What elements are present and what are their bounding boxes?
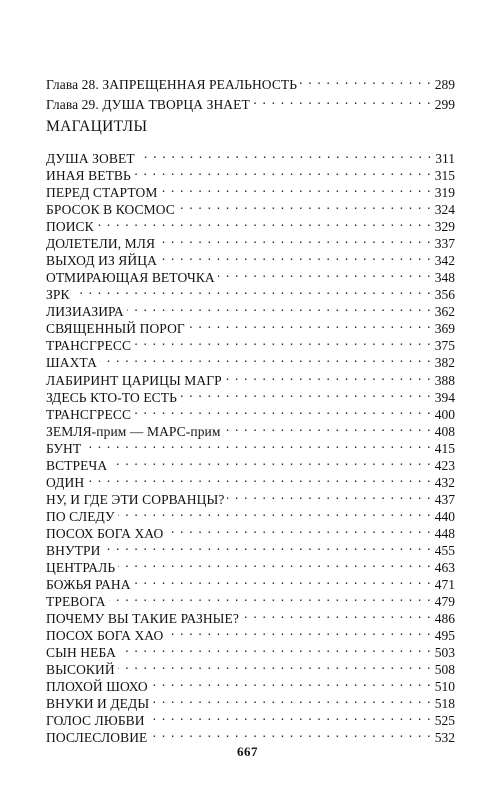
toc-entry-page: 471 — [434, 577, 455, 592]
toc-entry-page: 423 — [434, 457, 455, 473]
toc-entry — [46, 673, 455, 695]
toc-entry-page: 495 — [434, 628, 455, 644]
toc-entry — [46, 452, 455, 473]
toc-entry-title: ЗДЕСЬ КТО-ТО ЕСТЬ — [46, 389, 177, 405]
toc-entry-title: ДУША ЗОВЕТ — [46, 151, 135, 166]
toc-entry-page: 324 — [434, 202, 455, 218]
toc-entry-page: 375 — [434, 338, 455, 354]
toc-entry-page: 388 — [434, 372, 455, 388]
toc-entry — [46, 554, 455, 575]
toc-entry-page: 532 — [434, 730, 455, 746]
toc-entry — [46, 315, 455, 337]
toc-entry-title: ВЫСОКИЙ — [46, 662, 115, 678]
toc-leader-dots — [158, 230, 432, 248]
toc-entry — [46, 213, 455, 235]
toc-entry-page: 362 — [434, 304, 455, 320]
toc-entry — [46, 588, 455, 610]
toc-leader-dots — [253, 91, 432, 109]
toc-entry — [46, 91, 455, 112]
toc-entry — [46, 401, 455, 422]
toc-entry-page: 311 — [435, 151, 455, 166]
toc-entry-title: ВНУКИ И ДЕДЫ — [46, 696, 150, 712]
toc-leader-dots — [97, 213, 432, 231]
toc-entry-title: Глава 29. ДУША ТВОРЦА ЗНАЕТ — [46, 96, 250, 112]
toc-entry-title: ЗРК — [46, 287, 70, 303]
toc-entry — [46, 145, 455, 166]
toc-entry — [46, 384, 455, 405]
toc-leader-dots — [118, 554, 432, 572]
toc-entry-title: ПО СЛЕДУ — [46, 508, 115, 524]
toc-entry-page: 342 — [434, 253, 455, 269]
toc-entry — [46, 247, 455, 269]
toc-entry — [46, 349, 455, 371]
toc-entry-title: СЫН НЕБА — [46, 645, 117, 661]
toc-entry — [46, 264, 455, 286]
toc-entry-title: ОТМИРАЮЩАЯ ВЕТОЧКА — [46, 270, 215, 286]
toc-entry-page: 440 — [434, 508, 455, 524]
toc-entry-title: ПОЧЕМУ ВЫ ТАКИЕ РАЗНЫЕ? — [46, 611, 239, 627]
toc-entry — [46, 639, 455, 661]
toc-entry — [46, 418, 455, 439]
toc-entry-page: 510 — [434, 679, 455, 695]
toc-leader-dots — [118, 656, 432, 674]
toc-entry — [46, 332, 455, 354]
toc-entry-title: БОЖЬЯ РАНА — [46, 577, 131, 592]
toc-entry-title: ПОСОХ БОГА ХАО — [46, 628, 164, 644]
toc-leader-dots — [134, 162, 432, 180]
toc-entry-page: 319 — [434, 185, 455, 201]
toc-entry — [46, 605, 455, 627]
toc-entry — [46, 656, 455, 678]
toc-leader-dots — [118, 503, 432, 521]
toc-entry — [46, 367, 455, 388]
toc-leader-dots — [160, 247, 432, 265]
toc-leader-dots — [127, 298, 432, 316]
toc-entry — [46, 71, 455, 92]
toc-entry-title: БУНТ — [46, 440, 82, 456]
toc-entry — [46, 537, 455, 558]
toc-entry-page: 432 — [434, 474, 455, 490]
toc-entry-page: 448 — [434, 525, 455, 541]
toc-entry-title: ШАХТА — [46, 355, 97, 371]
toc-entry — [46, 179, 455, 201]
toc-leader-dots — [134, 571, 432, 589]
toc-entry-title: ТРАНСГРЕСС — [46, 406, 132, 422]
toc-entry-page: 369 — [434, 321, 455, 337]
toc-entry-title: ВНУТРИ — [46, 542, 101, 558]
toc-entry — [46, 520, 455, 541]
toc-entry — [46, 486, 455, 507]
toc-entry-page: 329 — [434, 219, 455, 235]
toc-entry-title: ЦЕНТРАЛЬ — [46, 559, 116, 575]
toc-entry-page: 348 — [434, 270, 455, 286]
toc-leader-dots — [73, 281, 432, 299]
toc-entry-page: 486 — [434, 611, 455, 627]
toc-leader-dots — [109, 588, 432, 606]
toc-entry — [46, 690, 455, 712]
toc-entry — [46, 281, 455, 303]
toc-entry — [46, 435, 455, 456]
toc-entry-page: 299 — [434, 96, 455, 112]
toc-leader-dots — [151, 673, 432, 691]
toc-entry-title: ПОИСК — [46, 219, 94, 235]
toc-entry-page: 315 — [434, 168, 455, 184]
section-heading: МАГАЦИТЛЫ — [46, 118, 148, 135]
toc-leader-dots — [300, 71, 432, 89]
page-number: 667 — [237, 744, 258, 759]
toc-entry-page: 382 — [434, 355, 455, 371]
toc-leader-dots — [138, 145, 433, 163]
toc-entry-page: 337 — [434, 236, 455, 252]
toc-entry-title: СВЯЩЕННЫЙ ПОРОГ — [46, 321, 185, 337]
toc-entry-title: БРОСОК В КОСМОС — [46, 202, 175, 218]
toc-entry-title: ВСТРЕЧА — [46, 457, 108, 473]
toc-entry-title: ВЫХОД ИЗ ЯЙЦА — [46, 253, 157, 269]
toc-entry-title: ЛАБИРИНТ ЦАРИЦЫ МАГР — [46, 372, 222, 388]
toc-entry-page: 437 — [434, 491, 455, 507]
toc-entry-page: 525 — [434, 713, 455, 729]
toc-entry-title: ИНАЯ ВЕТВЬ — [46, 168, 131, 184]
toc-entry-page: 455 — [434, 542, 455, 558]
toc-entry-title: ОДИН — [46, 474, 85, 490]
toc-entry — [46, 162, 455, 184]
toc-entry-page: 503 — [434, 645, 455, 661]
toc-entry-title: ДОЛЕТЕЛИ, МЛЯ — [46, 236, 156, 252]
toc-entry-page: 394 — [434, 389, 455, 405]
toc-entry-title: ПОСОХ БОГА ХАО — [46, 525, 164, 541]
toc-entry-page: 518 — [434, 696, 455, 712]
toc-leader-dots — [152, 690, 432, 708]
toc-entry-title: ГОЛОС ЛЮБВИ — [46, 713, 145, 729]
toc-leader-dots — [150, 724, 431, 742]
toc-leader-dots — [224, 418, 432, 436]
toc-leader-dots — [242, 605, 432, 623]
toc-leader-dots — [225, 367, 432, 385]
toc-entry — [46, 298, 455, 320]
toc-entry — [46, 503, 455, 524]
toc-entry — [46, 230, 455, 252]
toc-leader-dots — [188, 315, 432, 333]
toc-leader-dots — [180, 384, 432, 402]
toc-entry — [46, 622, 455, 644]
toc-entry-page: 400 — [434, 406, 455, 422]
toc-entry-page: 408 — [434, 423, 455, 439]
toc-entry-page: 479 — [434, 594, 455, 610]
toc-entry — [46, 571, 455, 592]
toc-leader-dots — [110, 452, 432, 470]
toc-entry — [46, 724, 455, 746]
toc-entry-title: НУ, И ГДЕ ЭТИ СОРВАНЦЫ? — [46, 491, 225, 507]
toc-entry-title: ЛИЗИАЗИРА — [46, 304, 124, 320]
toc-entry-page: 415 — [434, 440, 455, 456]
toc-entry-title: ПОСЛЕСЛОВИЕ — [46, 730, 148, 746]
toc-leader-dots — [227, 486, 431, 504]
toc-leader-dots — [218, 264, 432, 282]
toc-entry — [46, 196, 455, 218]
toc-leader-dots — [103, 537, 431, 555]
toc-leader-dots — [166, 622, 431, 640]
toc-entry-title: ПЕРЕД СТАРТОМ — [46, 185, 158, 201]
toc-leader-dots — [166, 520, 431, 538]
toc-leader-dots — [87, 469, 432, 487]
toc-entry-title: ТРАНСГРЕСС — [46, 338, 132, 354]
toc-leader-dots — [134, 401, 432, 419]
toc-leader-dots — [100, 349, 432, 367]
toc-leader-dots — [178, 196, 432, 214]
toc-entry-title: Глава 28. ЗАПРЕЩЕННАЯ РЕАЛЬНОСТЬ — [46, 77, 298, 92]
toc-entry — [46, 707, 455, 729]
toc-entry — [46, 469, 455, 490]
toc-leader-dots — [160, 179, 431, 197]
toc-leader-dots — [134, 332, 432, 350]
toc-leader-dots — [148, 707, 432, 725]
toc-entry-page: 508 — [434, 662, 455, 678]
toc-entry-title: ЗЕМЛЯ-прим — МАРС-прим — [46, 423, 221, 439]
toc-entry-title: ТРЕВОГА — [46, 594, 106, 610]
toc-entry-page: 356 — [434, 287, 455, 303]
toc-entry-title: ПЛОХОЙ ШОХО — [46, 679, 148, 695]
toc-leader-dots — [84, 435, 432, 453]
toc-entry-page: 289 — [434, 77, 455, 92]
toc-leader-dots — [119, 639, 432, 657]
toc-entry-page: 463 — [434, 559, 455, 575]
